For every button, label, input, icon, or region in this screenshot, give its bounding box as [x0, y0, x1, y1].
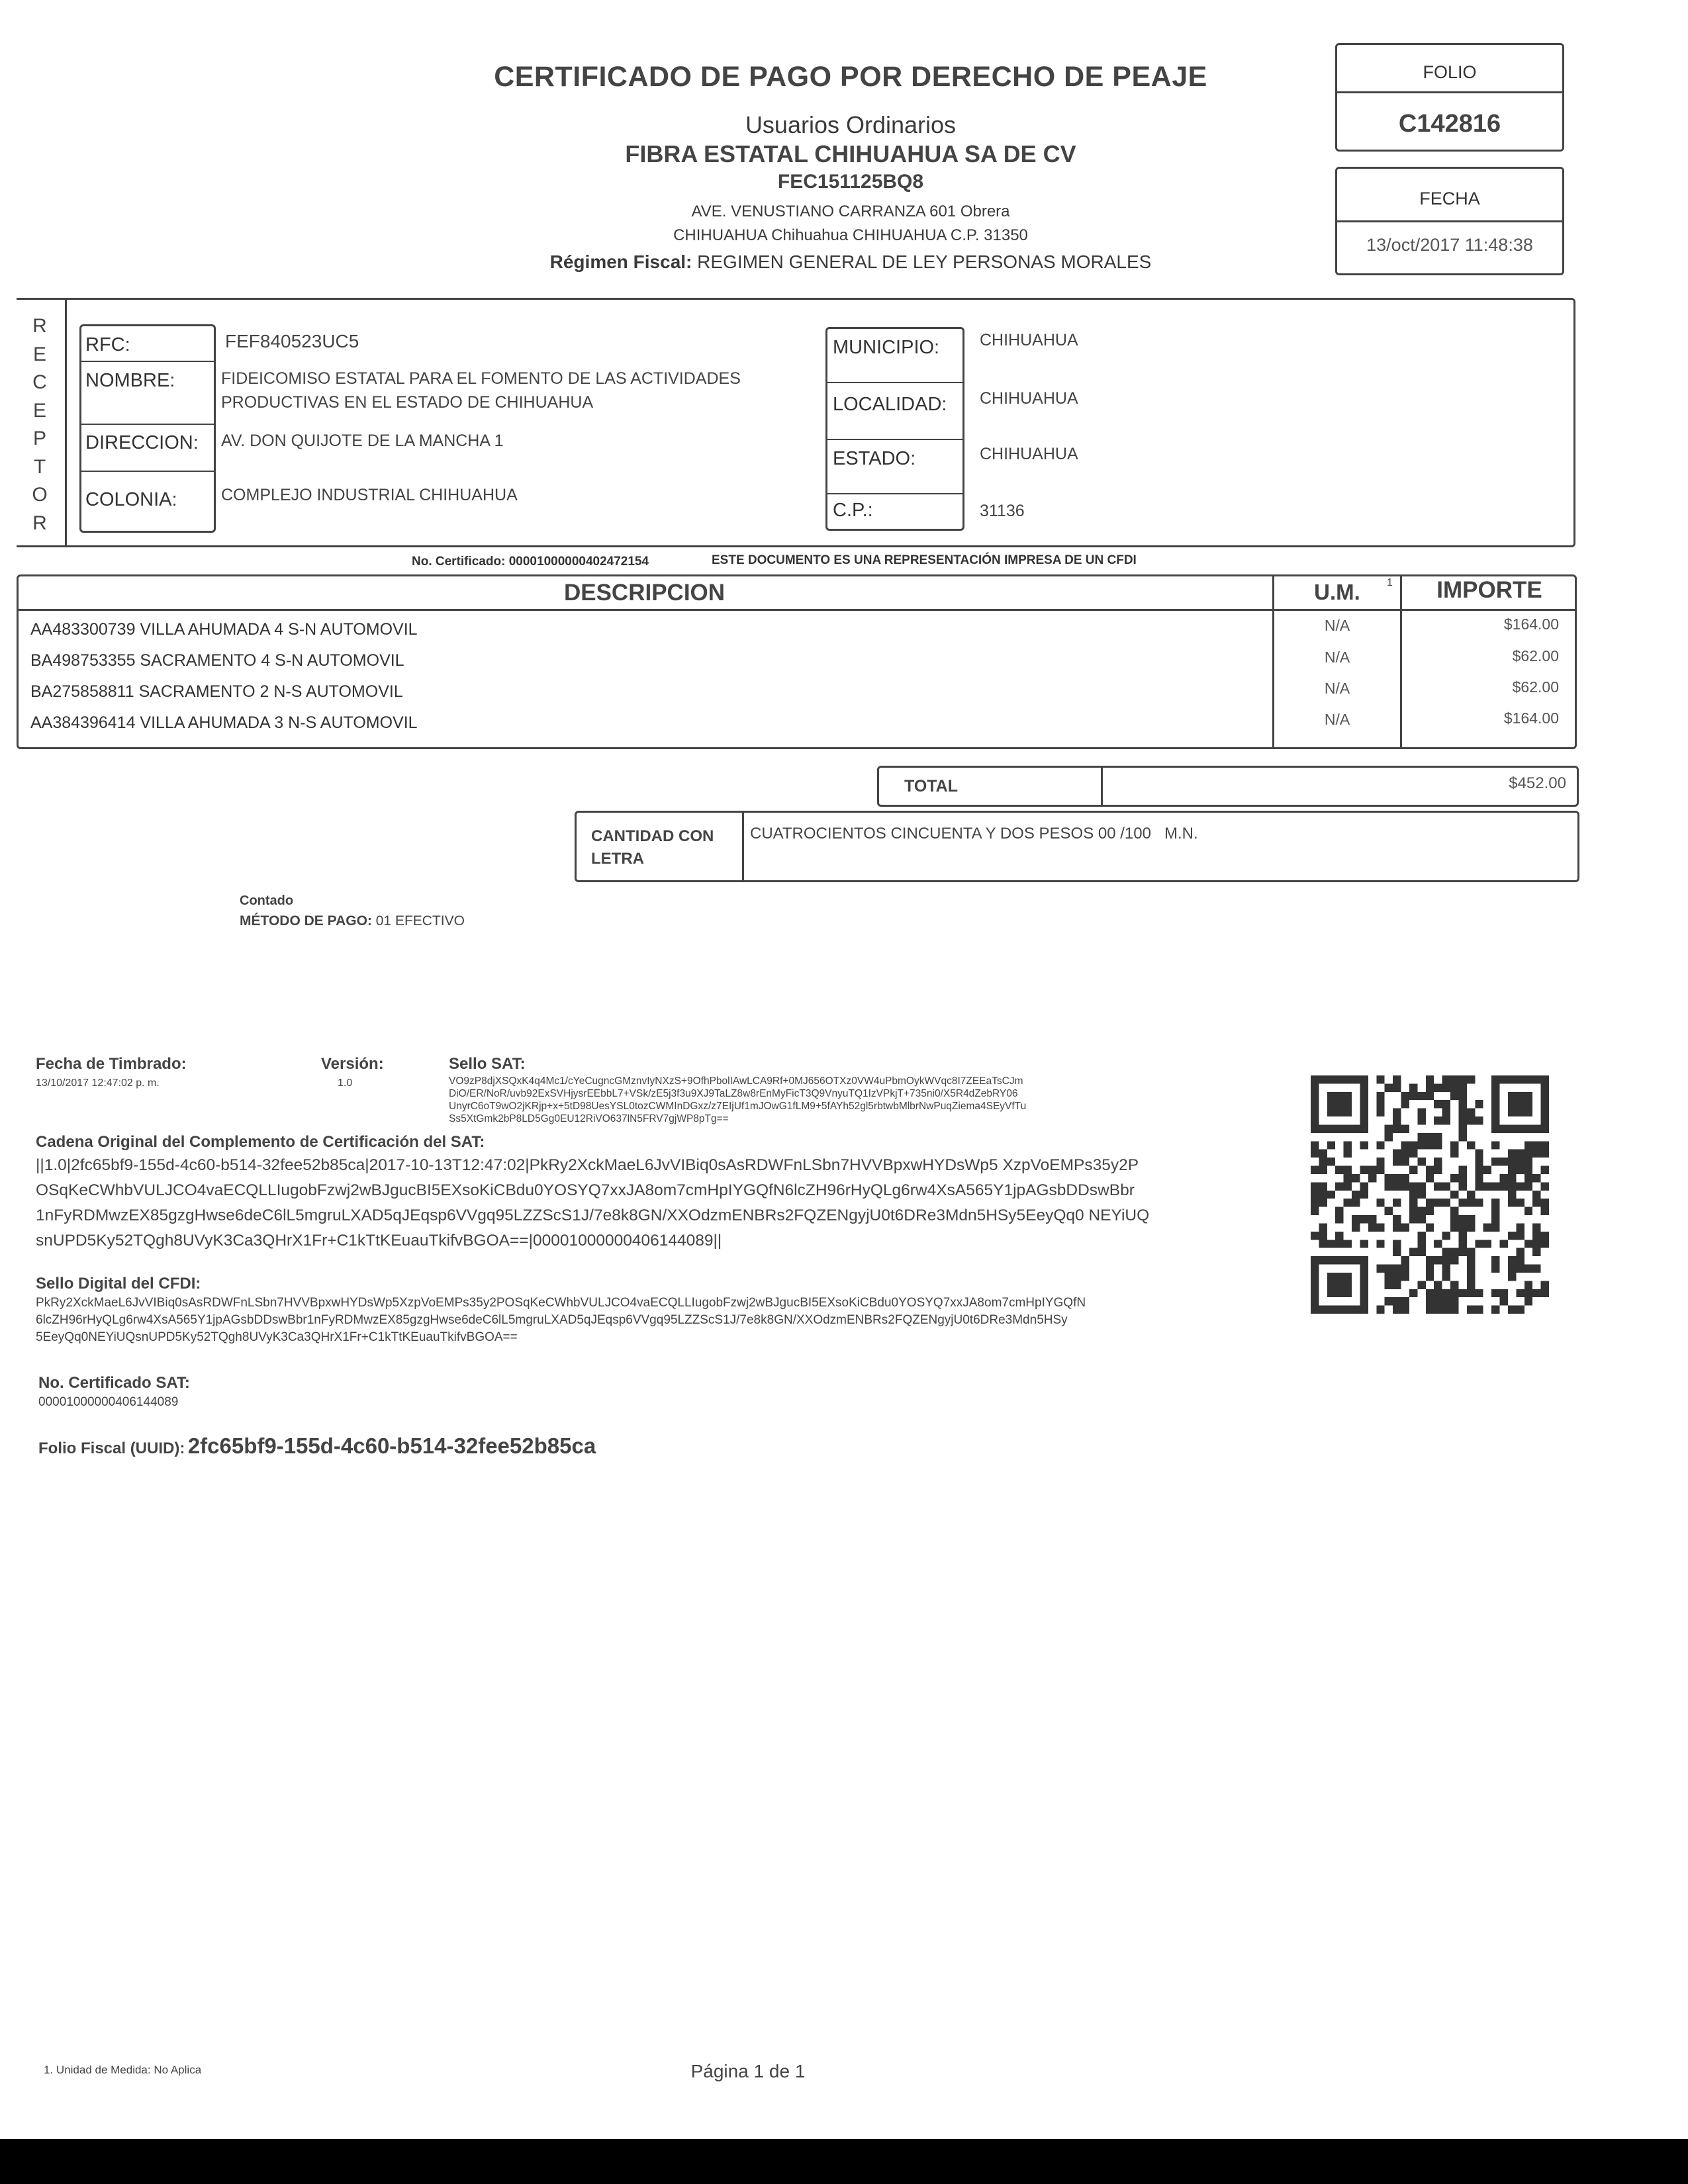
rfc-value: FEF840523UC5: [225, 331, 359, 351]
regimen-value: REGIMEN GENERAL DE LEY PERSONAS MORALES: [697, 251, 1152, 272]
fecha-timbrado-label: Fecha de Timbrado:: [36, 1055, 187, 1073]
sello-sat-line: Ss5XtGmk2bP8LD5Gg0EU12RiVO637lN5FRV7gjWP8pTg==: [449, 1113, 729, 1124]
estado-label: ESTADO:: [833, 448, 916, 469]
direccion-label: DIRECCION:: [85, 432, 199, 453]
table-row-importe: $62.00: [1512, 647, 1559, 664]
issuer-regimen: [371, 251, 1331, 273]
receptor-letter: E: [32, 343, 46, 365]
nombre-value-line1: FIDEICOMISO ESTATAL PARA EL FOMENTO DE LAS ACTIVIDADES: [221, 369, 741, 388]
cantidad-box: [575, 811, 1579, 882]
uuid-value: 2fc65bf9-155d-4c60-b514-32fee52b85ca: [187, 1433, 596, 1458]
header-um-footnote: 1: [1387, 577, 1393, 588]
colonia-value: COMPLEJO INDUSTRIAL CHIHUAHUA: [221, 486, 518, 504]
localidad-value: CHIHUAHUA: [980, 389, 1078, 408]
no-certificado: No. Certificado: 00001000000402472154: [412, 555, 649, 569]
receptor-letter: O: [32, 484, 48, 506]
scan-bottom-edge: [0, 2139, 1688, 2184]
issuer-address-line2: CHIHUAHUA Chihuahua CHIHUAHUA C.P. 31350: [673, 226, 1028, 244]
cantidad-value: CUATROCIENTOS CINCUENTA Y DOS PESOS 00 /100 M.N.: [750, 825, 1198, 842]
receptor-letter: C: [32, 371, 47, 393]
receptor-letter: R: [32, 315, 47, 337]
folio-box: [1335, 43, 1564, 152]
issuer-rfc: FEC151125BQ8: [777, 171, 924, 193]
cadena-line: ||1.0|2fc65bf9-155d-4c60-b514-32fee52b85ca|2017-10-13T12:47:02|PkRy2XckMaeL6JvVIBiq0sAsRDWFnLSbn7HVVBpxwHYDsWp5 XzpVoEMPs35y2P: [36, 1156, 1139, 1174]
fecha-timbrado-value: 13/10/2017 12:47:02 p. m.: [36, 1077, 160, 1089]
uuid: [38, 1433, 596, 1459]
version-value: 1.0: [338, 1077, 353, 1089]
sello-cfdi-line: 5EeyQq0NEYiUQsnUPD5Ky52TQgh8UVyK3Ca3QHrX1Fr+C1kTtKEuauTkifvBGOA==: [36, 1330, 518, 1344]
qr-code-icon: [1311, 1075, 1549, 1314]
sello-sat-line: DiO/ER/NoR/uvb92ExSVHjysrEEbbL7+VSk/zE5j3f3u9XJ9TaLZ8w8rEnMyFicT3Q9VnyuTQ1IzVPkjT+735ni0/X5R4dZebRY06: [449, 1088, 1018, 1099]
sello-cfdi-line: PkRy2XckMaeL6JvVIBiq0sAsRDWFnLSbn7HVVBpxwHYDsWp5XzpVoEMPs35y2POSqKeCWhbVULJCO4vaECQLLIugobFzwj2wBJgucBI5EXsoKiCBdu0YOSYQ7xxJA8om7cmHpIYGQfN: [36, 1296, 1086, 1310]
municipio-label: MUNICIPIO:: [833, 337, 940, 358]
table-row-um: N/A: [1324, 649, 1350, 666]
localidad-label: LOCALIDAD:: [833, 394, 947, 415]
folio-label: FOLIO: [1423, 62, 1477, 82]
no-cert-sat-value: 00001000000406144089: [38, 1395, 179, 1409]
sello-cfdi-value: [36, 1295, 1086, 1346]
table-row-descripcion: AA384396414 VILLA AHUMADA 3 N-S AUTOMOVIL: [30, 713, 418, 732]
forma-pago: Contado: [240, 893, 294, 908]
table-row-descripcion: BA498753355 SACRAMENTO 4 S-N AUTOMOVIL: [30, 651, 404, 670]
fecha-box: [1335, 167, 1564, 275]
colonia-label: COLONIA:: [85, 489, 177, 510]
municipio-value: CHIHUAHUA: [980, 331, 1078, 349]
direccion-value: AV. DON QUIJOTE DE LA MANCHA 1: [221, 432, 504, 450]
header-descripcion: DESCRIPCION: [563, 580, 726, 606]
cadena-line: 1nFyRDMwzEX85gzgHwse6deC6lL5mgruLXAD5qJEqsp6VVgq95LZZScS1J/7e8k8GN/XXOdzmENBRs2FQZENgyjU0t6DRe3Mdn5HSy5EeyQq0 NEYiUQ: [36, 1206, 1150, 1224]
folio-value: C142816: [1398, 110, 1501, 138]
cfdi-note: ESTE DOCUMENTO ES UNA REPRESENTACIÓN IMPRESA DE UN CFDI: [712, 553, 1137, 567]
header-importe: IMPORTE: [1436, 577, 1542, 603]
total-label: TOTAL: [904, 777, 959, 796]
fecha-value: 13/oct/2017 11:48:38: [1366, 235, 1533, 255]
footer-note: 1. Unidad de Medida: No Aplica: [44, 2064, 202, 2076]
metodo-pago-label: MÉTODO DE PAGO:: [240, 913, 372, 929]
sello-cfdi-label: Sello Digital del CFDI:: [36, 1275, 201, 1293]
fecha-label: FECHA: [1419, 189, 1480, 208]
cp-label: C.P.:: [833, 500, 873, 521]
version-label: Versión:: [321, 1055, 384, 1073]
no-cert-sat-label: No. Certificado SAT:: [38, 1374, 190, 1392]
receptor-letter: E: [32, 399, 46, 422]
cadena-original-value: [36, 1153, 1149, 1253]
sello-sat-label: Sello SAT:: [449, 1055, 526, 1073]
cantidad-label-line1: CANTIDAD CON: [591, 827, 714, 845]
issuer-name: FIBRA ESTATAL CHIHUAHUA SA DE CV: [625, 140, 1076, 167]
sello-sat-line: UnyrC6oT9wO2jKRjp+x+5tD98UesYSL0tozCWMInDGxz/z7EIjUf1mJOwG1fLM9+5fAYh52gl5rbtwbMlbrNwPuqZiema4SEyVfTu: [449, 1101, 1027, 1112]
issuer-address-line1: AVE. VENUSTIANO CARRANZA 601 Obrera: [691, 203, 1010, 220]
receptor-letter: R: [32, 512, 47, 534]
header-um: U.M.: [1314, 580, 1360, 604]
cantidad-label-line2: LETRA: [591, 850, 644, 868]
table-row-um: N/A: [1324, 617, 1350, 634]
table-row-um: N/A: [1324, 680, 1350, 697]
total-box: [877, 766, 1579, 807]
document-subtitle: Usuarios Ordinarios: [745, 111, 957, 138]
uuid-label: Folio Fiscal (UUID):: [38, 1439, 185, 1457]
page-number: Página 1 de 1: [690, 2061, 806, 2081]
regimen-label: Régimen Fiscal:: [549, 251, 692, 272]
cp-value: 31136: [980, 502, 1025, 520]
receptor-right-labels: [825, 327, 964, 531]
nombre-label: NOMBRE:: [85, 370, 175, 391]
document-title: CERTIFICADO DE PAGO POR DERECHO DE PEAJE: [494, 61, 1207, 93]
table-row-descripcion: BA275858811 SACRAMENTO 2 N-S AUTOMOVIL: [30, 682, 403, 701]
rfc-label: RFC:: [85, 334, 130, 355]
table-row-um: N/A: [1324, 711, 1350, 728]
nombre-value-line2: PRODUCTIVAS EN EL ESTADO DE CHIHUAHUA: [221, 393, 594, 412]
receptor-letter: P: [32, 428, 46, 449]
cadena-line: snUPD5Ky52TQgh8UVyK3Ca3QHrX1Fr+C1kTtKEuauTkifvBGOA==|00001000000406144089||: [36, 1232, 722, 1250]
table-row-descripcion: AA483300739 VILLA AHUMADA 4 S-N AUTOMOVIL: [30, 620, 418, 639]
table-row-importe: $62.00: [1512, 678, 1559, 696]
sello-sat-value: [449, 1075, 1303, 1125]
sello-sat-line: VO9zP8djXSQxK4q4Mc1/cYeCugncGMznvIyNXzS+9OfhPbolIAwLCA9Rf+0MJ656OTXz0VW4uPbmOykWVqc8I7ZEEaTsCJm: [449, 1075, 1023, 1087]
cadena-original-label: Cadena Original del Complemento de Certificación del SAT:: [36, 1133, 485, 1151]
receptor-letter: T: [33, 455, 46, 478]
metodo-pago: [240, 913, 465, 929]
receptor-left-labels: [79, 324, 216, 533]
cadena-line: OSqKeCWhbVULJCO4vaECQLLIugobFzwj2wBJgucBI5EXsoKiCBdu0YOSYQ7xxJA8om7cmHpIYGQfN6lcZH96rHyQLg6rw4XsA565Y1jpAGsbDDswBbr: [36, 1181, 1135, 1199]
sello-cfdi-line: 6lcZH96rHyQLg6rw4XsA565Y1jpAGsbDDswBbr1nFyRDMwzEX85gzgHwse6deC6lL5mgruLXAD5qJEqsp6VVgq95LZZScS1J/7e8k8GN/XXOdzmENBRs2FQZENgyjU0t6DRe3Mdn5HSy: [36, 1313, 1068, 1327]
receptor-vertical-label: [26, 312, 53, 537]
total-value: $452.00: [1509, 774, 1566, 792]
estado-value: CHIHUAHUA: [980, 445, 1078, 463]
metodo-pago-value: 01 EFECTIVO: [375, 913, 465, 929]
table-row-importe: $164.00: [1503, 615, 1559, 633]
table-row-importe: $164.00: [1503, 709, 1559, 727]
